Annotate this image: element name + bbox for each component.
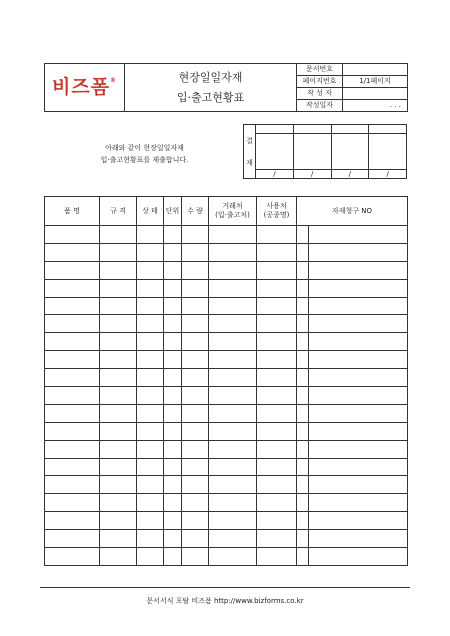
table-row	[45, 351, 408, 369]
table-cell[interactable]	[182, 404, 209, 422]
table-cell[interactable]	[45, 548, 100, 566]
table-cell[interactable]	[100, 404, 137, 422]
table-cell[interactable]	[164, 476, 182, 494]
table-cell[interactable]	[297, 512, 309, 530]
field-value-author[interactable]	[343, 88, 408, 100]
approval-date-4[interactable]: /	[369, 169, 407, 178]
approval-title-1[interactable]	[256, 125, 294, 134]
table-cell[interactable]	[182, 279, 209, 297]
table-cell[interactable]	[182, 494, 209, 512]
table-cell[interactable]	[257, 243, 297, 261]
table-cell[interactable]	[164, 440, 182, 458]
column-header: 거래처 (입·출고처)	[209, 197, 257, 226]
table-cell[interactable]	[257, 369, 297, 387]
table-row	[45, 333, 408, 351]
field-value-date[interactable]: . . .	[343, 100, 408, 112]
table-row	[45, 512, 408, 530]
table-cell[interactable]	[100, 476, 137, 494]
table-cell[interactable]	[209, 387, 257, 405]
table-cell[interactable]	[100, 548, 137, 566]
inventory-table	[44, 196, 408, 566]
table-cell[interactable]	[297, 279, 309, 297]
table-cell[interactable]	[100, 458, 137, 476]
field-label-page-number: 페이지번호	[297, 76, 343, 88]
table-cell[interactable]	[257, 476, 297, 494]
table-row	[45, 279, 408, 297]
table-cell[interactable]	[100, 333, 137, 351]
table-cell[interactable]	[45, 279, 100, 297]
table-cell[interactable]	[164, 387, 182, 405]
table-row	[45, 261, 408, 279]
table-cell[interactable]	[164, 351, 182, 369]
table-cell[interactable]	[309, 315, 408, 333]
table-cell[interactable]	[164, 279, 182, 297]
approval-box	[243, 124, 407, 179]
column-header: 자재청구 NO	[297, 197, 408, 226]
table-cell[interactable]	[164, 548, 182, 566]
table-cell[interactable]	[137, 440, 164, 458]
table-row	[45, 226, 408, 244]
table-row	[45, 440, 408, 458]
table-cell[interactable]	[257, 548, 297, 566]
table-cell[interactable]	[297, 476, 309, 494]
table-cell[interactable]	[100, 422, 137, 440]
table-row	[45, 530, 408, 548]
table-cell[interactable]	[137, 512, 164, 530]
column-header: 상 태	[137, 197, 164, 226]
field-label-author: 작 성 자	[297, 88, 343, 100]
table-cell[interactable]	[100, 243, 137, 261]
table-cell[interactable]	[45, 297, 100, 315]
table-cell[interactable]	[209, 279, 257, 297]
table-cell[interactable]	[137, 458, 164, 476]
table-cell[interactable]	[100, 279, 137, 297]
table-row	[45, 297, 408, 315]
table-cell[interactable]	[309, 458, 408, 476]
table-cell[interactable]	[182, 226, 209, 244]
table-cell[interactable]	[309, 226, 408, 244]
table-row	[45, 369, 408, 387]
table-cell[interactable]	[164, 422, 182, 440]
column-header: 품 명	[45, 197, 100, 226]
footer-text[interactable]: 문서서식 포탈 비즈폼 http://www.bizforms.co.kr	[146, 597, 304, 605]
approval-sign-2[interactable]	[293, 134, 331, 170]
table-cell[interactable]	[164, 297, 182, 315]
table-cell[interactable]	[209, 351, 257, 369]
table-cell[interactable]	[100, 512, 137, 530]
approval-date-2[interactable]: /	[293, 169, 331, 178]
table-cell[interactable]	[100, 226, 137, 244]
table-cell[interactable]	[182, 297, 209, 315]
table-cell[interactable]	[297, 548, 309, 566]
table-cell[interactable]	[209, 476, 257, 494]
table-cell[interactable]	[137, 279, 164, 297]
table-cell[interactable]	[209, 404, 257, 422]
table-cell[interactable]	[182, 243, 209, 261]
table-cell[interactable]	[257, 351, 297, 369]
table-cell[interactable]	[182, 440, 209, 458]
table-cell[interactable]	[297, 387, 309, 405]
table-cell[interactable]	[137, 422, 164, 440]
table-cell[interactable]	[297, 369, 309, 387]
table-cell[interactable]	[45, 422, 100, 440]
table-row	[45, 494, 408, 512]
table-cell[interactable]	[45, 494, 100, 512]
table-row	[45, 422, 408, 440]
table-cell[interactable]	[100, 261, 137, 279]
field-value-doc-number[interactable]	[343, 64, 408, 76]
table-cell[interactable]	[182, 369, 209, 387]
table-cell[interactable]	[257, 512, 297, 530]
table-cell[interactable]	[297, 261, 309, 279]
column-header: 사용처 (공종명)	[257, 197, 297, 226]
table-cell[interactable]	[309, 404, 408, 422]
table-cell[interactable]	[164, 261, 182, 279]
table-cell[interactable]	[182, 476, 209, 494]
table-cell[interactable]	[164, 333, 182, 351]
column-header: 단위	[164, 197, 182, 226]
table-cell[interactable]	[309, 530, 408, 548]
table-cell[interactable]	[257, 440, 297, 458]
table-row	[45, 387, 408, 405]
table-cell[interactable]	[309, 440, 408, 458]
approval-date-3[interactable]: /	[331, 169, 369, 178]
table-cell[interactable]	[209, 458, 257, 476]
table-cell[interactable]	[309, 548, 408, 566]
bizforms-logo: 비즈폼®	[51, 76, 118, 98]
table-cell[interactable]	[100, 387, 137, 405]
approval-title-4[interactable]	[369, 125, 407, 134]
table-row	[45, 458, 408, 476]
table-cell[interactable]	[182, 261, 209, 279]
table-cell[interactable]	[45, 261, 100, 279]
table-cell[interactable]	[182, 458, 209, 476]
table-cell[interactable]	[100, 351, 137, 369]
approval-title-2[interactable]	[293, 125, 331, 134]
approval-sign-4[interactable]	[369, 134, 407, 170]
table-cell[interactable]	[182, 387, 209, 405]
table-cell[interactable]	[137, 476, 164, 494]
table-cell[interactable]	[309, 476, 408, 494]
table-cell[interactable]	[164, 404, 182, 422]
table-cell[interactable]	[297, 226, 309, 244]
table-cell[interactable]	[309, 369, 408, 387]
table-cell[interactable]	[45, 512, 100, 530]
table-cell[interactable]	[45, 243, 100, 261]
table-cell[interactable]	[137, 315, 164, 333]
table-cell[interactable]	[45, 315, 100, 333]
table-cell[interactable]	[182, 351, 209, 369]
logo-cell	[45, 64, 125, 112]
table-cell[interactable]	[137, 387, 164, 405]
table-cell[interactable]	[182, 530, 209, 548]
field-label-doc-number: 문서번호	[297, 64, 343, 76]
table-cell[interactable]	[137, 351, 164, 369]
table-cell[interactable]	[209, 422, 257, 440]
table-row	[45, 315, 408, 333]
table-cell[interactable]	[137, 404, 164, 422]
table-cell[interactable]	[100, 440, 137, 458]
table-cell[interactable]	[209, 226, 257, 244]
table-cell[interactable]	[164, 226, 182, 244]
table-cell[interactable]	[297, 315, 309, 333]
table-cell[interactable]	[209, 297, 257, 315]
table-cell[interactable]	[100, 369, 137, 387]
table-cell[interactable]	[45, 458, 100, 476]
table-cell[interactable]	[100, 530, 137, 548]
table-cell[interactable]	[45, 530, 100, 548]
table-row	[45, 404, 408, 422]
table-cell[interactable]	[257, 279, 297, 297]
approval-label: 결 재	[244, 125, 256, 179]
table-cell[interactable]	[257, 261, 297, 279]
table-cell[interactable]	[297, 440, 309, 458]
table-cell[interactable]	[182, 548, 209, 566]
table-cell[interactable]	[164, 243, 182, 261]
table-cell[interactable]	[297, 351, 309, 369]
table-cell[interactable]	[257, 458, 297, 476]
table-cell[interactable]	[297, 494, 309, 512]
field-label-date: 작성일자	[297, 100, 343, 112]
table-cell[interactable]	[309, 387, 408, 405]
table-cell[interactable]	[45, 369, 100, 387]
table-cell[interactable]	[209, 512, 257, 530]
table-cell[interactable]	[257, 315, 297, 333]
table-cell[interactable]	[209, 548, 257, 566]
table-cell[interactable]	[209, 369, 257, 387]
table-cell[interactable]	[182, 422, 209, 440]
column-header: 규 격	[100, 197, 137, 226]
table-cell[interactable]	[164, 494, 182, 512]
table-cell[interactable]	[164, 512, 182, 530]
approval-date-1[interactable]: /	[256, 169, 294, 178]
table-cell[interactable]	[309, 279, 408, 297]
table-cell[interactable]	[297, 404, 309, 422]
footer-divider	[40, 587, 410, 588]
table-cell[interactable]	[137, 548, 164, 566]
approval-sign-3[interactable]	[331, 134, 369, 170]
table-cell[interactable]	[209, 333, 257, 351]
table-cell[interactable]	[209, 243, 257, 261]
table-cell[interactable]	[297, 243, 309, 261]
table-cell[interactable]	[164, 369, 182, 387]
table-cell[interactable]	[182, 333, 209, 351]
table-cell[interactable]	[45, 476, 100, 494]
table-cell[interactable]	[45, 226, 100, 244]
column-header: 수 량	[182, 197, 209, 226]
table-cell[interactable]	[297, 530, 309, 548]
table-cell[interactable]	[309, 351, 408, 369]
table-cell[interactable]	[45, 404, 100, 422]
table-cell[interactable]	[164, 530, 182, 548]
table-cell[interactable]	[309, 422, 408, 440]
table-cell[interactable]	[137, 333, 164, 351]
table-cell[interactable]	[309, 512, 408, 530]
document-title-line1: 현장일일자재	[178, 70, 243, 84]
intro-line1: 아래와 같이 현장일일자재	[105, 144, 184, 152]
table-cell[interactable]	[137, 297, 164, 315]
title-cell	[125, 64, 297, 112]
table-cell[interactable]	[137, 530, 164, 548]
table-cell[interactable]	[309, 297, 408, 315]
table-row	[45, 548, 408, 566]
table-cell[interactable]	[209, 440, 257, 458]
table-cell[interactable]	[137, 243, 164, 261]
table-cell[interactable]	[137, 261, 164, 279]
table-cell[interactable]	[45, 351, 100, 369]
table-cell[interactable]	[209, 530, 257, 548]
table-cell[interactable]	[257, 333, 297, 351]
table-cell[interactable]	[100, 315, 137, 333]
intro-line2: 입·출고현황표를 제출합니다.	[100, 156, 189, 164]
table-cell[interactable]	[257, 404, 297, 422]
table-cell[interactable]	[257, 226, 297, 244]
table-cell[interactable]	[297, 297, 309, 315]
table-cell[interactable]	[137, 494, 164, 512]
table-row	[45, 243, 408, 261]
table-cell[interactable]	[209, 261, 257, 279]
table-cell[interactable]	[257, 297, 297, 315]
table-cell[interactable]	[45, 387, 100, 405]
table-cell[interactable]	[164, 315, 182, 333]
table-cell[interactable]	[309, 243, 408, 261]
table-cell[interactable]	[100, 297, 137, 315]
table-cell[interactable]	[45, 333, 100, 351]
table-cell[interactable]	[137, 369, 164, 387]
table-cell[interactable]	[209, 494, 257, 512]
table-row	[45, 476, 408, 494]
table-cell[interactable]	[182, 315, 209, 333]
table-cell[interactable]	[182, 512, 209, 530]
table-cell[interactable]	[309, 261, 408, 279]
table-cell[interactable]	[164, 458, 182, 476]
document-header	[44, 63, 408, 112]
table-cell[interactable]	[309, 494, 408, 512]
table-cell[interactable]	[257, 530, 297, 548]
table-cell[interactable]	[45, 440, 100, 458]
table-cell[interactable]	[257, 387, 297, 405]
table-cell[interactable]	[257, 422, 297, 440]
field-value-page-number[interactable]: 1/1페이지	[343, 76, 408, 88]
table-cell[interactable]	[297, 333, 309, 351]
approval-title-3[interactable]	[331, 125, 369, 134]
document-title-line2: 입·출고현황표	[176, 90, 245, 104]
table-header-row	[45, 197, 408, 226]
table-cell[interactable]	[137, 226, 164, 244]
approval-sign-1[interactable]	[256, 134, 294, 170]
table-cell[interactable]	[297, 458, 309, 476]
table-cell[interactable]	[297, 422, 309, 440]
table-cell[interactable]	[100, 494, 137, 512]
table-cell[interactable]	[209, 315, 257, 333]
table-cell[interactable]	[309, 333, 408, 351]
table-cell[interactable]	[257, 494, 297, 512]
intro-text	[72, 142, 217, 166]
